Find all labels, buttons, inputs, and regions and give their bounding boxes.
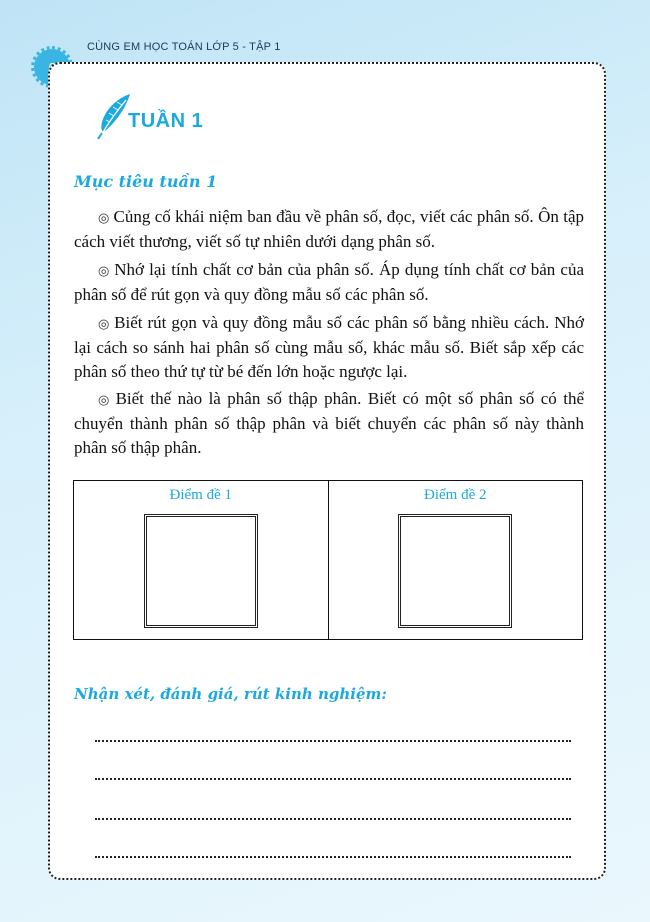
objective-item-1 — [74, 205, 584, 254]
circle-bullet-icon: ◎ — [98, 392, 112, 407]
score-box-2[interactable] — [398, 514, 512, 628]
book-title: CÙNG EM HỌC TOÁN LỚP 5 - TẬP 1 — [87, 41, 281, 53]
score-label-1: Điểm đề 1 — [169, 487, 232, 503]
objective-item-3 — [74, 311, 584, 384]
objective-item-4 — [74, 387, 584, 460]
score-box-1[interactable] — [144, 514, 258, 628]
notes-heading: Nhận xét, đánh giá, rút kinh nghiệm: — [74, 685, 387, 703]
score-label-2: Điểm đề 2 — [424, 487, 487, 503]
score-cell-2 — [328, 481, 583, 639]
objective-text-4: Biết thế nào là phân số thập phân. Biết có một số phân số có thể chuyển thành phân số thập phân và biết chuyển các phân số này thành phân số thập phân. — [74, 389, 584, 457]
objectives-heading: Mục tiêu tuần 1 — [74, 172, 218, 191]
score-table — [73, 480, 583, 640]
score-cell-1 — [74, 481, 328, 639]
objective-text-3: Biết rút gọn và quy đồng mẫu số các phân số bằng nhiều cách. Nhớ lại cách so sánh hai phân số cùng mẫu số, khác mẫu số. Biết sắp xếp các phân số theo thứ tự từ bé đến lớn hoặc ngược lại. — [74, 313, 585, 381]
notes-line-3[interactable] — [95, 818, 571, 820]
objective-text-2: Nhớ lại tính chất cơ bản của phân số. Áp dụng tính chất cơ bản của phân số để rút gọn và quy đồng mẫu số các phân số. — [74, 260, 585, 304]
week-header — [96, 92, 203, 140]
notes-line-2[interactable] — [95, 778, 571, 780]
circle-bullet-icon: ◎ — [98, 263, 111, 278]
objective-item-2 — [74, 258, 584, 307]
week-title: TUẦN 1 — [128, 110, 204, 132]
objective-text-1: Củng cố khái niệm ban đầu về phân số, đọc, viết các phân số. Ôn tập cách viết thương, viết số tự nhiên dưới dạng phân số. — [74, 207, 585, 251]
circle-bullet-icon: ◎ — [98, 316, 111, 331]
circle-bullet-icon: ◎ — [98, 210, 110, 225]
notes-line-1[interactable] — [95, 740, 571, 742]
notes-line-4[interactable] — [95, 856, 571, 858]
